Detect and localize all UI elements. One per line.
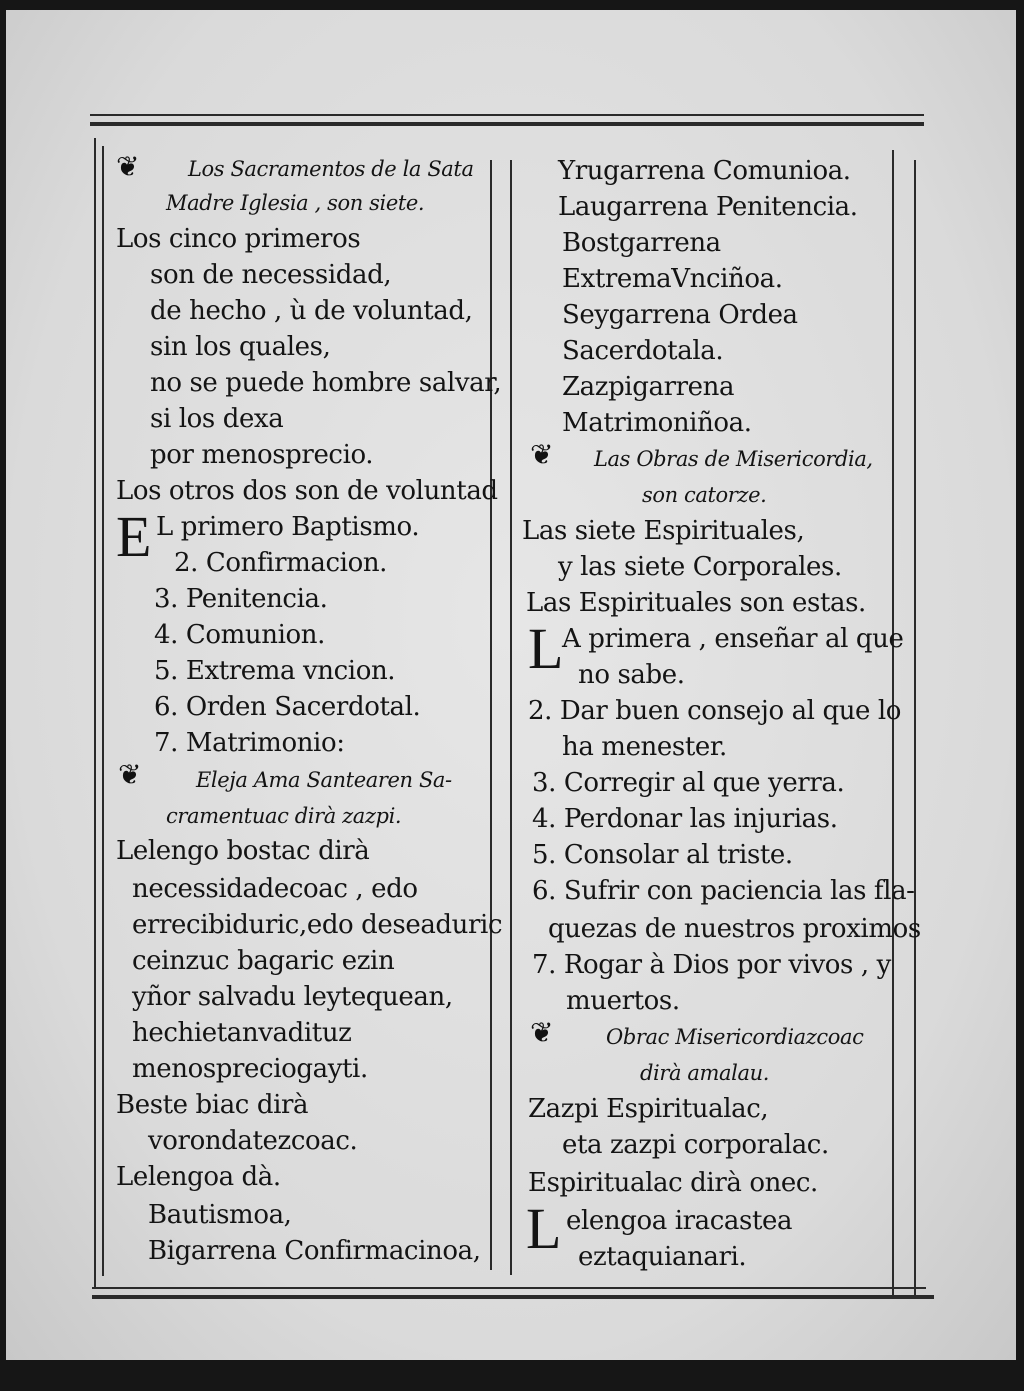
right-list-item: ha menester. — [562, 732, 727, 762]
left-list-item: 3. Penitencia. — [154, 584, 328, 614]
left-basque-line: vorondatezcoac. — [148, 1126, 358, 1156]
right-basque-line: Zazpi Espiritualac, — [528, 1094, 769, 1124]
left-basque-line: Lelengo bostac dirà — [116, 836, 370, 866]
right-top-line: Zazpigarrena — [562, 372, 735, 402]
bottom-rule-thick — [92, 1295, 934, 1299]
right-obras-heading-line2: son catorze. — [642, 483, 767, 507]
left-border-rule — [94, 138, 96, 1288]
left-heading-line1: Los Sacramentos de la Sata — [188, 157, 474, 181]
right-top-line: Bostgarrena — [562, 228, 721, 258]
left-basque-line: hechietanvadituz — [132, 1018, 352, 1048]
center-rule-left — [490, 160, 492, 1270]
drop-cap: E — [116, 504, 152, 569]
right-list-item: 3. Corregir al que yerra. — [532, 768, 845, 798]
left-list-item: 2. Confirmacion. — [174, 548, 388, 578]
left-body-line: no se puede hombre salvar, — [150, 368, 502, 398]
left-basque-line: Bigarrena Confirmacinoa, — [148, 1236, 481, 1266]
left-body-line: por menosprecio. — [150, 440, 374, 470]
right-basque-line: eztaquianari. — [578, 1242, 747, 1272]
top-rule-thin — [90, 114, 924, 116]
right-list-item: A primera , enseñar al que — [562, 624, 904, 654]
left-list-item: 5. Extrema vncion. — [154, 656, 396, 686]
top-rule-thick — [90, 122, 924, 126]
right-basque-line: Espiritualac dirà onec. — [528, 1168, 818, 1198]
bottom-rule-thin — [92, 1287, 926, 1289]
center-rule-right — [510, 160, 512, 1275]
drop-cap: L — [528, 616, 564, 681]
book-page — [6, 10, 1016, 1360]
right-border-rule — [914, 160, 916, 1295]
left-basque-line: yñor salvadu leytequean, — [132, 982, 453, 1012]
left-body-line: Los cinco primeros — [116, 224, 361, 254]
right-list-item: 5. Consolar al triste. — [532, 840, 793, 870]
left-basque-heading-line1: Eleja Ama Santearen Sa- — [196, 768, 452, 792]
left-inner-rule — [102, 146, 104, 1276]
right-top-line: Laugarrena Penitencia. — [558, 192, 858, 222]
right-list-item: no sabe. — [578, 660, 685, 690]
left-heading-line2: Madre Iglesia , son siete. — [166, 191, 425, 215]
left-basque-line: Lelengoa dà. — [116, 1162, 281, 1192]
fleuron-icon: ❦ — [530, 1016, 554, 1049]
left-basque-line: menospreciogayti. — [132, 1054, 368, 1084]
right-basque-line: elengoa iracastea — [566, 1206, 793, 1236]
right-top-line: Matrimoniñoa. — [562, 408, 752, 438]
left-list-item: L primero Baptismo. — [156, 512, 420, 542]
right-list-item: 7. Rogar à Dios por vivos , y — [532, 950, 891, 980]
left-basque-line: Bautismoa, — [148, 1200, 292, 1230]
left-body-line: si los dexa — [150, 404, 284, 434]
left-list-item: 6. Orden Sacerdotal. — [154, 692, 421, 722]
right-intro-line: Las Espirituales son estas. — [526, 588, 866, 618]
right-obras-heading-line1: Las Obras de Misericordia, — [594, 447, 873, 471]
right-list-item: 2. Dar buen consejo al que lo — [528, 696, 902, 726]
left-list-item: 4. Comunion. — [154, 620, 325, 650]
right-intro-line: y las siete Corporales. — [558, 552, 842, 582]
fleuron-icon: ❦ — [118, 758, 142, 791]
left-basque-line: errecibiduric,edo deseaduric — [132, 910, 503, 940]
right-top-line: ExtremaVnciñoa. — [562, 264, 783, 294]
left-body-line: sin los quales, — [150, 332, 331, 362]
fleuron-icon: ❦ — [530, 438, 554, 471]
right-top-line: Seygarrena Ordea — [562, 300, 798, 330]
right-list-item: 6. Sufrir con paciencia las fla- — [532, 876, 915, 906]
left-basque-line: necessidadecoac , edo — [132, 874, 418, 904]
drop-cap: L — [526, 1196, 562, 1261]
right-list-item: 4. Perdonar las injurias. — [532, 804, 838, 834]
left-list-item: 7. Matrimonio: — [154, 728, 345, 758]
left-basque-line: Beste biac dirà — [116, 1090, 309, 1120]
left-basque-line: ceinzuc bagaric ezin — [132, 946, 395, 976]
left-body-line: son de necessidad, — [150, 260, 392, 290]
left-basque-heading-line2: cramentuac dirà zazpi. — [166, 804, 402, 828]
right-top-line: Yrugarrena Comunioa. — [558, 156, 851, 186]
right-list-item: muertos. — [566, 986, 680, 1016]
left-body-line: de hecho , ù de voluntad, — [150, 296, 473, 326]
left-body-line: Los otros dos son de voluntad — [116, 476, 498, 506]
right-top-line: Sacerdotala. — [562, 336, 724, 366]
fleuron-icon: ❦ — [116, 150, 140, 183]
right-basque-line: eta zazpi corporalac. — [562, 1130, 829, 1160]
right-intro-line: Las siete Espirituales, — [522, 516, 805, 546]
right-basque-heading-line1: Obrac Misericordiazcoac — [606, 1025, 864, 1049]
right-basque-heading-line2: dirà amalau. — [640, 1061, 769, 1085]
right-list-item: quezas de nuestros proximos — [548, 914, 921, 944]
